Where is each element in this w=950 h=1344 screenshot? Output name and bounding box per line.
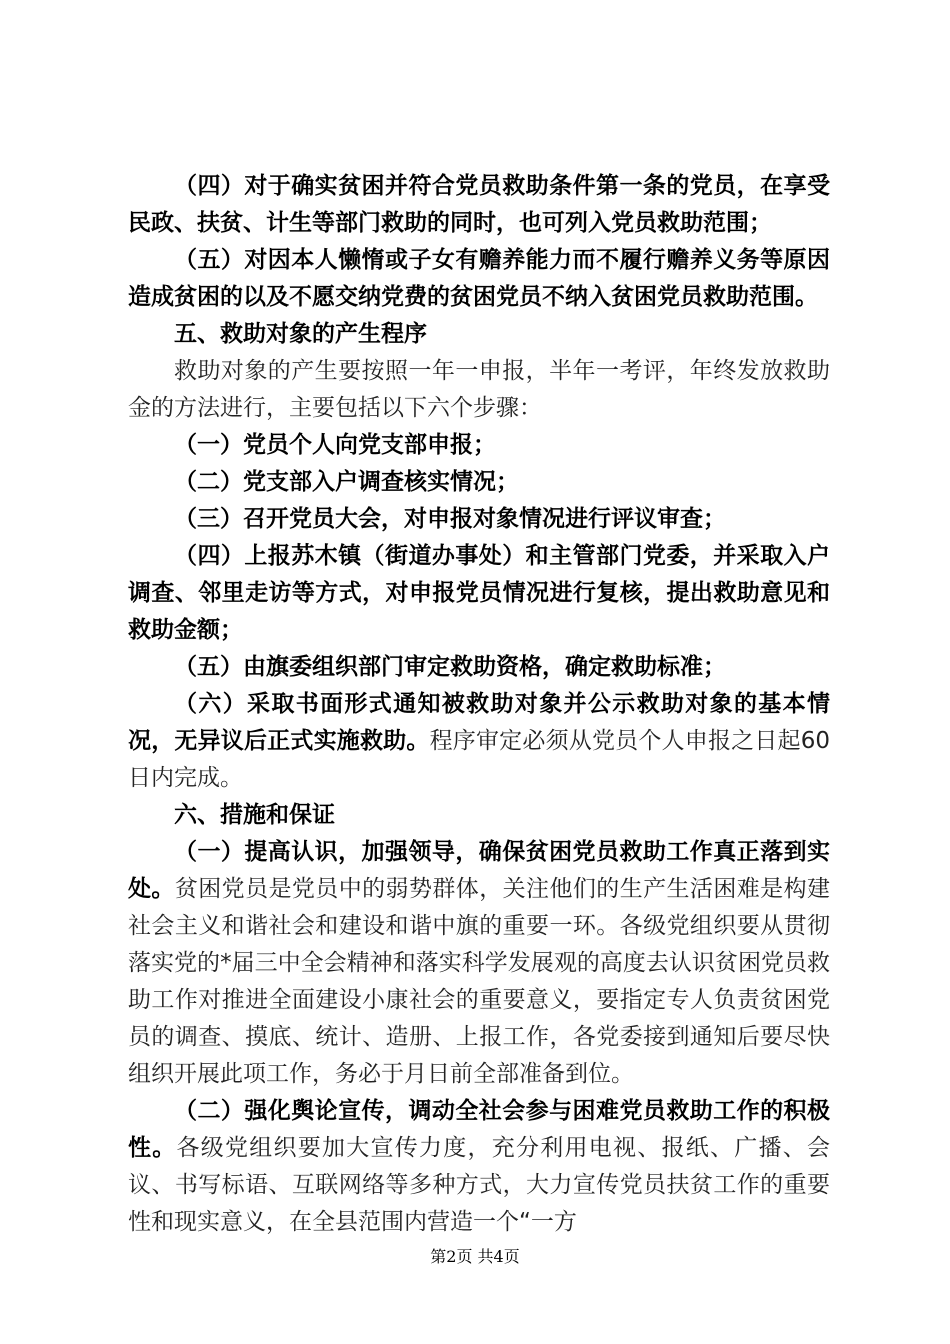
paragraph-item-5 xyxy=(128,242,830,316)
page-number-footer: 第2页 共4页 xyxy=(430,1247,520,1266)
measure-2-rest-text: 各级党组织要加大宣传力度，充分利用电视、报纸、广播、会议、书写标语、互联网络等多种方式，大力宣传党员扶贫工作的重要性和现实意义，在全县范围内营造一个“一方 xyxy=(128,1135,830,1235)
measure-1-bold-text: （一）提高认识，加强领导，确保贫困党员救助工作真正落到实处。 xyxy=(128,839,830,902)
step-1: （一）党员个人向党支部申报； xyxy=(174,432,496,458)
paragraph-text: （四）对于确实贫困并符合党员救助条件第一条的党员，在享受民政、扶贫、计生等部门救助的同时，也可列入党员救助范围； xyxy=(128,173,830,236)
document-body xyxy=(128,168,830,1241)
step-6-bold-text: （六）采取书面形式通知被救助对象并公示救助对象的基本情况，无异议后正式实施救助。 xyxy=(128,691,830,754)
step-6 xyxy=(128,686,830,797)
paragraph-text: （五）对因本人懒惰或子女有赡养能力而不履行赡养义务等原因造成贫困的以及不愿交纳党费的贫困党员不纳入贫困党员救助范围。 xyxy=(128,247,830,310)
measure-2 xyxy=(128,1093,830,1241)
section-heading-5: 五、救助对象的产生程序 xyxy=(174,321,427,347)
step-4: （四）上报苏木镇（街道办事处）和主管部门党委，并采取入户调查、邻里走访等方式，对申报党员情况进行复核，提出救助意见和救助金额； xyxy=(128,543,830,643)
paragraph-intro: 救助对象的产生要按照一年一申报，半年一考评，年终发放救助金的方法进行，主要包括以下六个步骤： xyxy=(128,358,830,421)
step-6-rest-text: 程序审定必须从党员个人申报之日起60日内完成。 xyxy=(128,728,830,791)
step-3: （三）召开党员大会，对申报对象情况进行评议审查； xyxy=(174,506,726,532)
measure-1 xyxy=(128,834,830,1093)
section-heading-6: 六、措施和保证 xyxy=(174,802,335,828)
measure-1-rest-text: 贫困党员是党员中的弱势群体，关注他们的生产生活困难是构建社会主义和谐社会和建设和谐中旗的重要一环。各级党组织要从贯彻落实党的*届三中全会精神和落实科学发展观的高度去认识贫困党员救助工作对推进全面建设小康社会的重要意义，要指定专人负责贫困党员的调查、摸底、统计、造册、上报工作，各党委接到通知后要尽快组织开展此项工作，务必于月日前全部准备到位。 xyxy=(128,876,831,1087)
paragraph-item-4 xyxy=(128,168,830,242)
step-5: （五）由旗委组织部门审定救助资格，确定救助标准； xyxy=(174,654,726,680)
step-2: （二）党支部入户调查核实情况； xyxy=(174,469,519,495)
measure-2-bold-text: （二）强化舆论宣传，调动全社会参与困难党员救助工作的积极性。 xyxy=(128,1098,830,1161)
